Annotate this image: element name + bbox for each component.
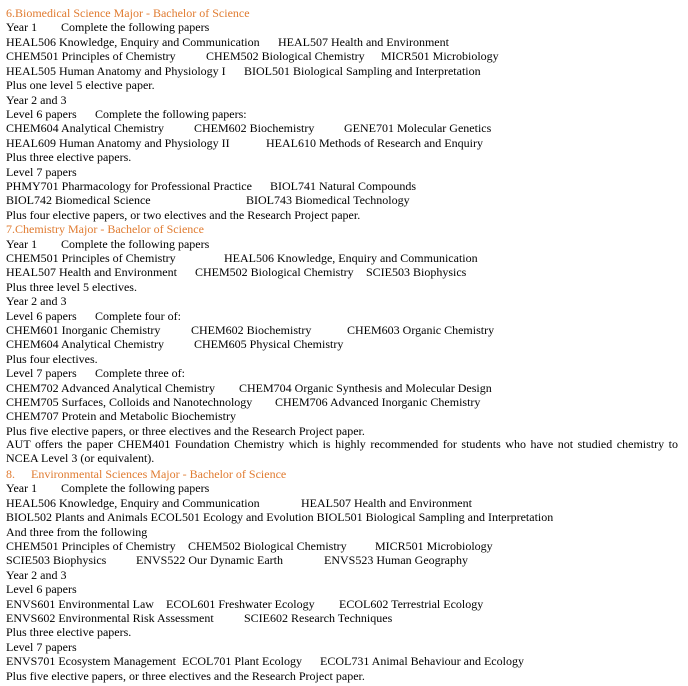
paper-item: BIOL501 Biological Sampling and Interpretation (244, 64, 481, 78)
paper-item: HEAL506 Knowledge, Enquiry and Communication (6, 496, 260, 510)
year-label: Year 1 (6, 481, 38, 495)
paper-item: CHEM501 Principles of Chemistry (6, 49, 176, 63)
instruction-text: Complete three of: (95, 366, 185, 380)
paper-item: CHEM604 Analytical Chemistry (6, 337, 164, 351)
paper-item: CHEM706 Advanced Inorganic Chemistry (275, 395, 481, 409)
paper-item: HEAL505 Human Anatomy and Physiology I (6, 64, 226, 78)
paper-item: CHEM501 Principles of Chemistry (6, 251, 176, 265)
paper-item: CHEM502 Biological Chemistry (206, 49, 365, 63)
paper-item: ENVS701 Ecosystem Management (6, 654, 176, 668)
paper-item: ECOL601 Freshwater Ecology (166, 597, 315, 611)
paper-item: ENVS602 Environmental Risk Assessment (6, 611, 214, 625)
paper-item: BIOL743 Biomedical Technology (246, 193, 410, 207)
heading-number: 8. (6, 467, 15, 481)
paper-item: CHEM501 Principles of Chemistry (6, 539, 176, 553)
paper-item: ENVS601 Environmental Law (6, 597, 154, 611)
paper-item: CHEM502 Biological Chemistry (188, 539, 347, 553)
paper-item: ECOL602 Terrestrial Ecology (339, 597, 484, 611)
paper-item: ECOL701 Plant Ecology (182, 654, 302, 668)
paper-item: ENVS522 Our Dynamic Earth (136, 553, 283, 567)
year-label: Year 1 (6, 237, 38, 251)
aut-note-paragraph: AUT offers the paper CHEM401 Foundation Chemistry which is highly recommended for students who have not studied chemistry to NCEA Level 3 (or equivalent). (6, 437, 678, 466)
paper-item: CHEM704 Organic Synthesis and Molecular Design (239, 381, 492, 395)
paper-item: CHEM702 Advanced Analytical Chemistry (6, 381, 215, 395)
paper-item: HEAL507 Health and Environment (6, 265, 177, 279)
instruction-text: Complete the following papers (61, 481, 210, 495)
paper-item: CHEM605 Physical Chemistry (194, 337, 344, 351)
paper-item: CHEM601 Inorganic Chemistry (6, 323, 161, 337)
paper-item: ENVS523 Human Geography (324, 553, 468, 567)
instruction-text: Complete the following papers (61, 20, 210, 34)
paper-item: SCIE503 Biophysics (366, 265, 467, 279)
paper-item: MICR501 Microbiology (375, 539, 493, 553)
level-label: Level 7 papers (6, 366, 77, 380)
level-label: Level 6 papers (6, 107, 77, 121)
paper-item: HEAL506 Knowledge, Enquiry and Communication (6, 35, 260, 49)
paper-item: HEAL507 Health and Environment (278, 35, 449, 49)
level-label: Level 6 papers (6, 309, 77, 323)
paper-item: CHEM604 Analytical Chemistry (6, 121, 164, 135)
paper-item: CHEM602 Biochemistry (194, 121, 315, 135)
paper-item: CHEM502 Biological Chemistry (195, 265, 354, 279)
paper-item: BIOL742 Biomedical Science (6, 193, 151, 207)
paper-item: CHEM603 Organic Chemistry (347, 323, 495, 337)
paper-item: BIOL741 Natural Compounds (270, 179, 416, 193)
instruction-text: Complete the following papers (61, 237, 210, 251)
paper-item: SCIE503 Biophysics (6, 553, 107, 567)
paper-item: SCIE602 Research Techniques (244, 611, 393, 625)
instruction-text: Complete the following papers: (95, 107, 247, 121)
instruction-text: Complete four of: (95, 309, 181, 323)
document-page: 6.Biomedical Science Major - Bachelor of Science Year 1 Complete the following papers HEAL506 Knowledge, Enquiry and Communication HEAL507 Health and Environment CHEM501 Principles of Chemistry CHEM502 Biological Chemistry MICR501 Microbiology HEAL505 Human Anatomy and Physiology I BIOL501 Biological Sampling and Interpretation Plus one level 5 elective paper. Year 2 and 3 Level 6 papers Complete the following papers: CHEM604 Analytical Chemistry CHEM602 Biochemistry GENE701 Molecular Genetics HEAL609 Human Anatomy and Physiology II HEAL610 Methods of Research and Enquiry Plus three elective papers. Level 7 papers PHMY701 Pharmacology for Professional Practice BIOL741 Natural Compounds BIOL742 Biomedical Science BIOL743 Biomedical Technology Plus four elective papers, or two electives and the Research Project paper. 7.Chemistry Major - Bachelor of Science Year 1 Complete the following papers CHEM501 Principles of Chemistry HEAL506 Knowledge, Enquiry and Communication HEAL507 Health and Environment CHEM502 Biological Chemistry SCIE503 Biophysics Plus three level 5 electives. Year 2 and 3 Level 6 papers Complete four of: CHEM601 Inorganic Chemistry CHEM602 Biochemistry CHEM603 Organic Chemistry CHEM604 Analytical Chemistry CHEM605 Physical Chemistry Plus four electives. Level 7 papers Complete three of: CHEM702 Advanced Analytical Chemistry CHEM704 Organic Synthesis and Molecular Design CHEM705 Surfaces, Colloids and Nanotechnology CHEM706 Advanced Inorganic Chemistry CHEM707 Protein and Metabolic Biochemistry Plus five elective papers, or three electives and the Research Project paper. AUT offers the paper CHEM401 Foundation Chemistry which is highly recommended for students who have not studied chemistry to NCEA Level 3 (or equivalent). 8. Environmental Sciences Major - Bachelor of Science Year 1 Complete the following papers HEAL506 Knowledge, Enquiry and Communication HEAL507 Health and Environment BIOL502 Plants and Animals ECOL501 Ecology and Evolution BIOL501 Biological Sampling and Interpretation And three from the following CHEM501 Principles of Chemistry CHEM502 Biological Chemistry MICR501 Microbiology SCIE503 Biophysics ENVS522 Our Dynamic Earth ENVS523 Human Geography Year 2 and 3 Level 6 papers ENVS601 Environmental Law ECOL601 Freshwater Ecology ECOL602 Terrestrial Ecology ENVS602 Environmental Risk Assessment SCIE602 Research Techniques Plus three elective papers. Level 7 papers ENVS701 Ecosystem Management ECOL701 Plant Ecology ECOL731 Animal Behaviour and Ecology Plus five elective papers, or three electives and the Research Project paper. (6, 6, 678, 683)
year-label: Year 1 (6, 20, 38, 34)
heading-text: Environmental Sciences Major - Bachelor of Science (31, 467, 287, 481)
paper-item: PHMY701 Pharmacology for Professional Practice (6, 179, 252, 193)
paper-item: HEAL506 Knowledge, Enquiry and Communication (224, 251, 478, 265)
paper-item: CHEM705 Surfaces, Colloids and Nanotechnology (6, 395, 253, 409)
paper-item: HEAL507 Health and Environment (301, 496, 472, 510)
paper-item: HEAL610 Methods of Research and Enquiry (266, 136, 483, 150)
paper-item: MICR501 Microbiology (381, 49, 499, 63)
paper-item: ECOL731 Animal Behaviour and Ecology (320, 654, 524, 668)
paper-item: CHEM602 Biochemistry (191, 323, 312, 337)
paper-item: GENE701 Molecular Genetics (344, 121, 492, 135)
paper-item: HEAL609 Human Anatomy and Physiology II (6, 136, 230, 150)
